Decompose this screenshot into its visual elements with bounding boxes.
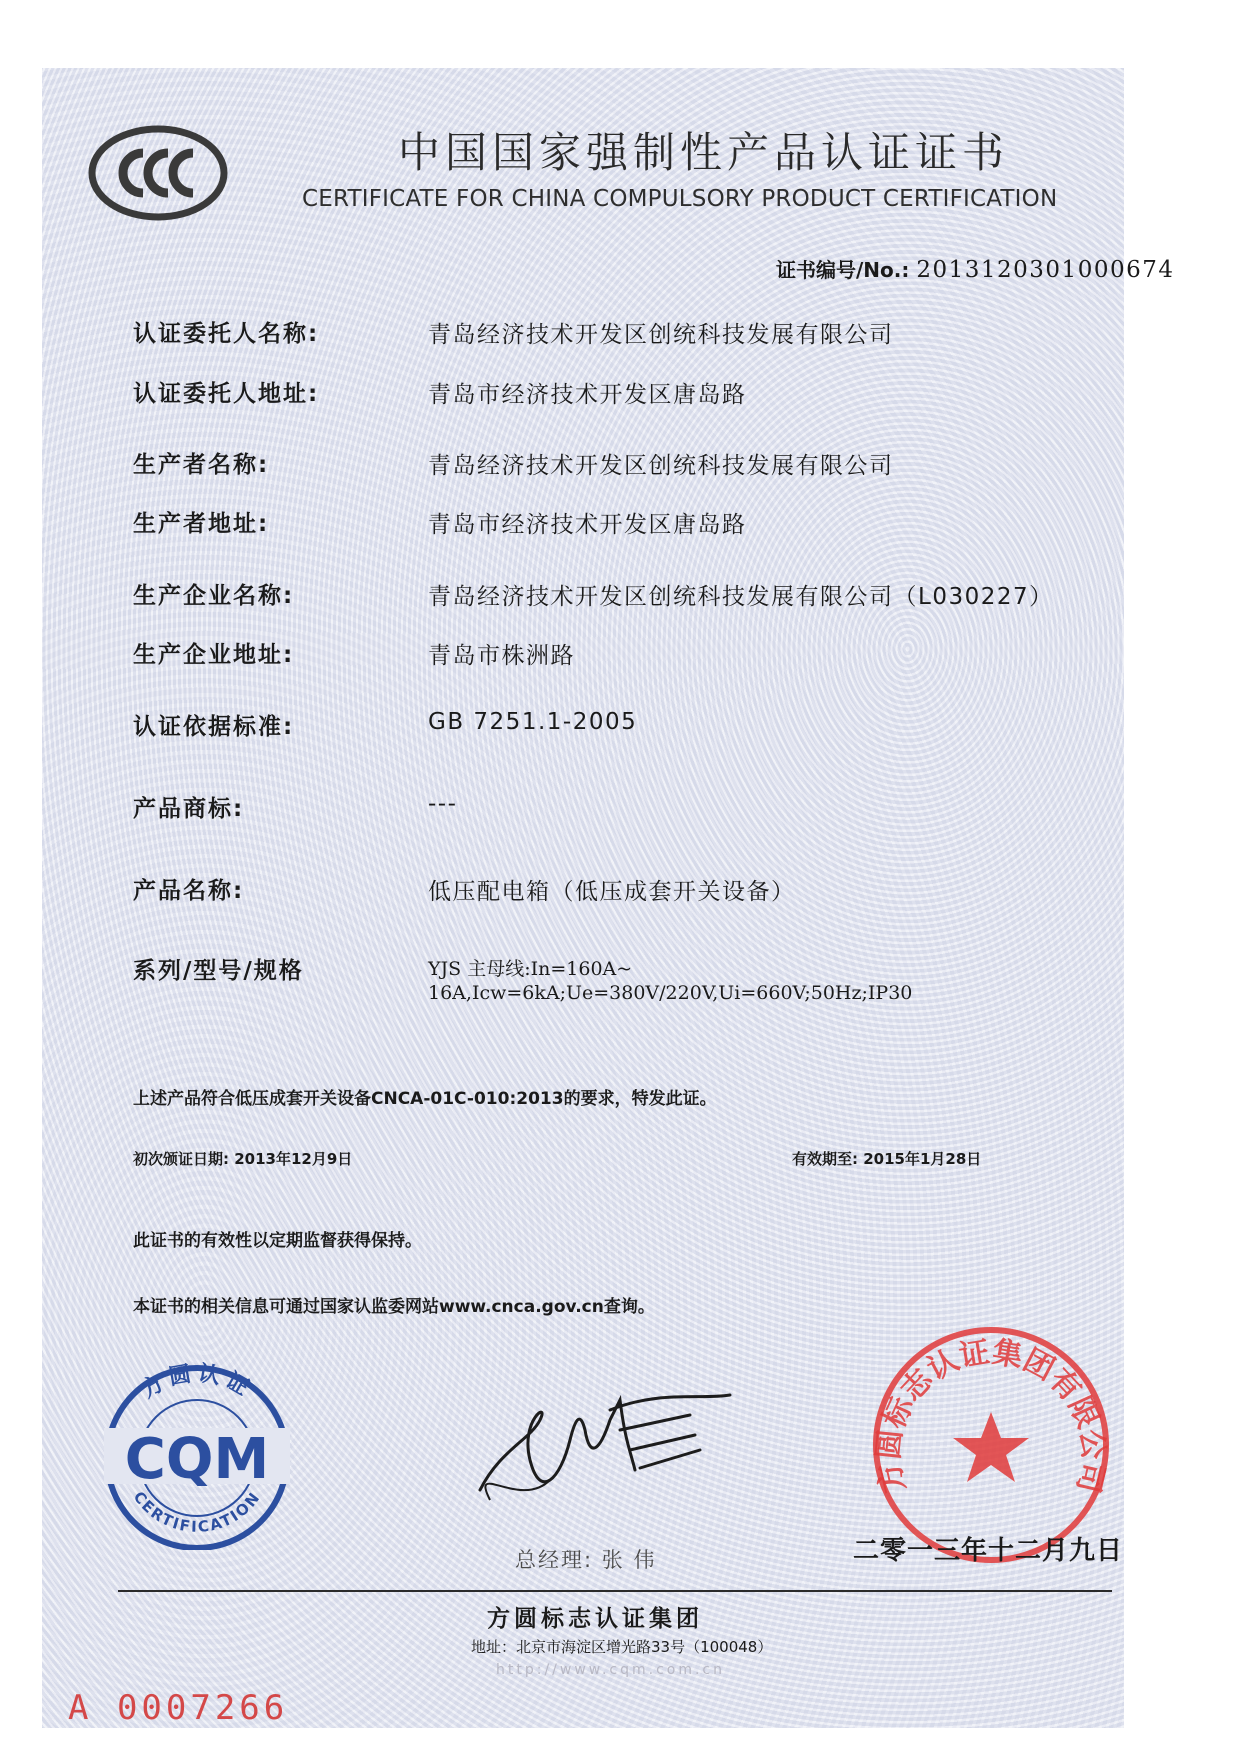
- cqm-certification-mark: [98, 1362, 296, 1550]
- cqm-logo: CQM: [124, 1427, 270, 1492]
- signature-scribble: [460, 1380, 750, 1520]
- field-value: 青岛市经济技术开发区唐岛路: [428, 382, 747, 408]
- field-label: 产品名称:: [133, 878, 245, 904]
- signature-label: 总经理:: [515, 1548, 594, 1572]
- signatory-name: 张 伟: [601, 1548, 657, 1572]
- first-issue-label: 初次颁证日期:: [133, 1150, 229, 1168]
- cqm-bottom-text: CERTIFICATION: [129, 1487, 265, 1537]
- first-issue-date: [133, 1148, 352, 1169]
- seal-ring-text: 方圆标志认证集团有限公司: [871, 1334, 1111, 1497]
- field-label: 生产企业名称:: [133, 583, 295, 609]
- field-value-continued: 16A,Icw=6kA;Ue=380V/220V,Ui=660V;50Hz;IP30: [428, 982, 913, 1004]
- issuing-organization: 方圆标志认证集团: [487, 1606, 703, 1632]
- field-value: ---: [428, 791, 458, 817]
- conformity-statement: 上述产品符合低压成套开关设备CNCA-01C-010:2013的要求，特发此证。: [133, 1089, 717, 1109]
- field-value: 青岛经济技术开发区创统科技发展有限公司: [428, 453, 894, 479]
- certificate-number: [776, 254, 1175, 283]
- serial-number: A 0007266: [68, 1688, 289, 1728]
- valid-until-date: [792, 1148, 981, 1169]
- ccc-logo: [88, 125, 228, 221]
- title-en: CERTIFICATE FOR CHINA COMPULSORY PRODUCT CERTIFICATION: [302, 186, 1058, 212]
- cqm-top-text: 方圆认证: [137, 1362, 257, 1404]
- issue-date: 二零一三年十二月九日: [853, 1536, 1124, 1566]
- field-value: 青岛市经济技术开发区唐岛路: [428, 512, 747, 538]
- query-note: 本证书的相关信息可通过国家认监委网站www.cnca.gov.cn查询。: [133, 1297, 655, 1317]
- organization-url: http://www.cqm.com.cn: [496, 1662, 725, 1678]
- field-label: 生产者地址:: [133, 511, 270, 537]
- cert-no-label: 证书编号/No.:: [776, 258, 910, 282]
- footer-divider: [118, 1590, 1112, 1592]
- field-label: 认证委托人名称:: [133, 321, 320, 347]
- field-value: YJS 主母线:In=160A~: [428, 958, 633, 980]
- cert-no-value: 2013120301000674: [916, 257, 1175, 283]
- field-label: 认证委托人地址:: [133, 381, 320, 407]
- field-value: 青岛经济技术开发区创统科技发展有限公司（L030227）: [428, 584, 1054, 610]
- validity-note: 此证书的有效性以定期监督获得保持。: [133, 1231, 422, 1251]
- first-issue-value: 2013年12月9日: [234, 1150, 353, 1168]
- field-value: GB 7251.1-2005: [428, 709, 638, 735]
- field-value: 青岛经济技术开发区创统科技发展有限公司: [428, 322, 894, 348]
- valid-until-value: 2015年1月28日: [863, 1150, 982, 1168]
- field-label: 产品商标:: [133, 796, 245, 822]
- field-label: 生产企业地址:: [133, 642, 295, 668]
- valid-until-label: 有效期至:: [792, 1150, 858, 1168]
- field-label: 认证依据标准:: [133, 714, 295, 740]
- field-value: 低压配电箱（低压成套开关设备）: [428, 879, 796, 905]
- title-cn: 中国国家强制性产品认证证书: [398, 128, 1010, 177]
- field-label: 生产者名称:: [133, 452, 270, 478]
- field-value: 青岛市株洲路: [428, 643, 575, 669]
- signature-caption: [515, 1544, 656, 1574]
- organization-address: 地址：北京市海淀区增光路33号（100048）: [471, 1638, 773, 1656]
- field-label: 系列/型号/规格: [133, 958, 304, 984]
- seal-star-icon: [953, 1412, 1029, 1482]
